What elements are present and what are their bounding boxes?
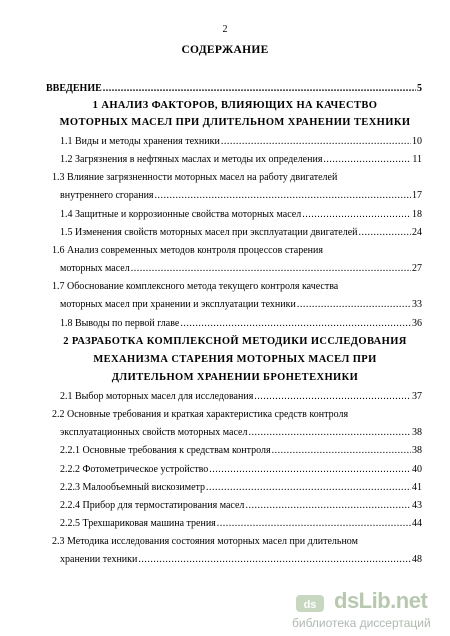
toc-entry-1-5[interactable]: 1.5 Изменения свойств моторных масел при эксплуатации двигателей ..... 24 — [60, 227, 422, 238]
leader-dots — [245, 500, 411, 511]
leader-dots — [138, 554, 411, 565]
toc-entry-2-2-1[interactable]: 2.2.1 Основные требования к средствам контроля ..... 38 — [60, 445, 422, 456]
leader-dots — [302, 209, 411, 220]
leader-dots — [155, 190, 411, 201]
toc-entry-1-7[interactable]: моторных масел при хранении и эксплуатации техники ..... 33 — [60, 299, 422, 310]
chapter-2-heading-line-1: 2 РАЗРАБОТКА КОМПЛЕКСНОЙ МЕТОДИКИ ИССЛЕДОВАНИЯ — [63, 336, 407, 347]
toc-entry-2-3-line-1: 2.3 Методика исследования состояния моторных масел при длительном — [52, 536, 358, 547]
toc-entry-2-2-3[interactable]: 2.2.3 Малообъемный вискозиметр ..... 41 — [60, 482, 422, 493]
dslib-logo-icon — [294, 592, 328, 614]
leader-dots — [248, 427, 411, 438]
chapter-2-heading-line-3: ДЛИТЕЛЬНОМ ХРАНЕНИИ БРОНЕТЕХНИКИ — [111, 372, 359, 383]
leader-dots — [206, 482, 411, 493]
leader-dots — [272, 445, 411, 456]
leader-dots — [297, 299, 411, 310]
watermark[interactable] — [292, 588, 447, 632]
toc-entry-1-6[interactable]: моторных масел ..... 27 — [60, 263, 422, 274]
toc-entry-1-7-line-1: 1.7 Обоснование комплексного метода текущего контроля качества — [52, 281, 339, 292]
toc-entry-2-2-5[interactable]: 2.2.5 Трехшариковая машина трения ..... 44 — [60, 518, 422, 529]
toc-entry-1-6-line-1: 1.6 Анализ современных методов контроля процессов старения — [52, 245, 323, 256]
chapter-1-heading-line-2: МОТОРНЫХ МАСЕЛ ПРИ ДЛИТЕЛЬНОМ ХРАНЕНИИ ТЕХНИКИ — [59, 117, 411, 128]
leader-dots — [131, 263, 411, 274]
leader-dots — [180, 318, 411, 329]
leader-dots — [221, 136, 411, 147]
toc-entry-2-3[interactable]: хранении техники ..... 48 — [60, 554, 422, 565]
page-number: 2 — [222, 24, 228, 35]
leader-dots — [103, 83, 416, 94]
toc-entry-2-2-2[interactable]: 2.2.2 Фотометрическое устройство ..... 40 — [60, 464, 422, 475]
watermark-logo: dsLib.net — [334, 588, 428, 613]
toc-entry-intro[interactable]: ВВЕДЕНИЕ ..... 5 — [46, 83, 422, 94]
leader-dots — [217, 518, 411, 529]
toc-entry-2-2-4[interactable]: 2.2.4 Прибор для термостатирования масел ..... 43 — [60, 500, 422, 511]
toc-entry-1-1[interactable]: 1.1 Виды и методы хранения техники ..... 10 — [60, 136, 422, 147]
leader-dots — [359, 227, 411, 238]
toc-entry-1-8[interactable]: 1.8 Выводы по первой главе ..... 36 — [60, 318, 422, 329]
page-title: СОДЕРЖАНИЕ — [181, 44, 269, 56]
svg-text:ds: ds — [303, 599, 317, 611]
watermark-subtitle: библиотека диссертаций — [292, 616, 431, 630]
toc-entry-1-4[interactable]: 1.4 Защитные и коррозионные свойства моторных масел ..... 18 — [60, 209, 422, 220]
chapter-1-heading-line-1: 1 АНАЛИЗ ФАКТОРОВ, ВЛИЯЮЩИХ НА КАЧЕСТВО — [92, 100, 378, 111]
toc-entry-1-3-line-1: 1.3 Влияние загрязненности моторных масел на работу двигателей — [52, 172, 338, 183]
chapter-2-heading-line-2: МЕХАНИЗМА СТАРЕНИЯ МОТОРНЫХ МАСЕЛ ПРИ — [93, 354, 377, 365]
toc-entry-2-2[interactable]: эксплуатационных свойств моторных масел ..... 38 — [60, 427, 422, 438]
toc-entry-1-2[interactable]: 1.2 Загрязнения в нефтяных маслах и методы их определения ..... 11 — [60, 154, 422, 165]
leader-dots — [209, 464, 411, 475]
leader-dots — [254, 391, 411, 402]
toc-entry-2-2-line-1: 2.2 Основные требования и краткая характеристика средств контроля — [52, 409, 349, 420]
toc-entry-2-1[interactable]: 2.1 Выбор моторных масел для исследования ..... 37 — [60, 391, 422, 402]
toc-entry-1-3[interactable]: внутреннего сгорания ..... 17 — [60, 190, 422, 201]
leader-dots — [323, 154, 411, 165]
